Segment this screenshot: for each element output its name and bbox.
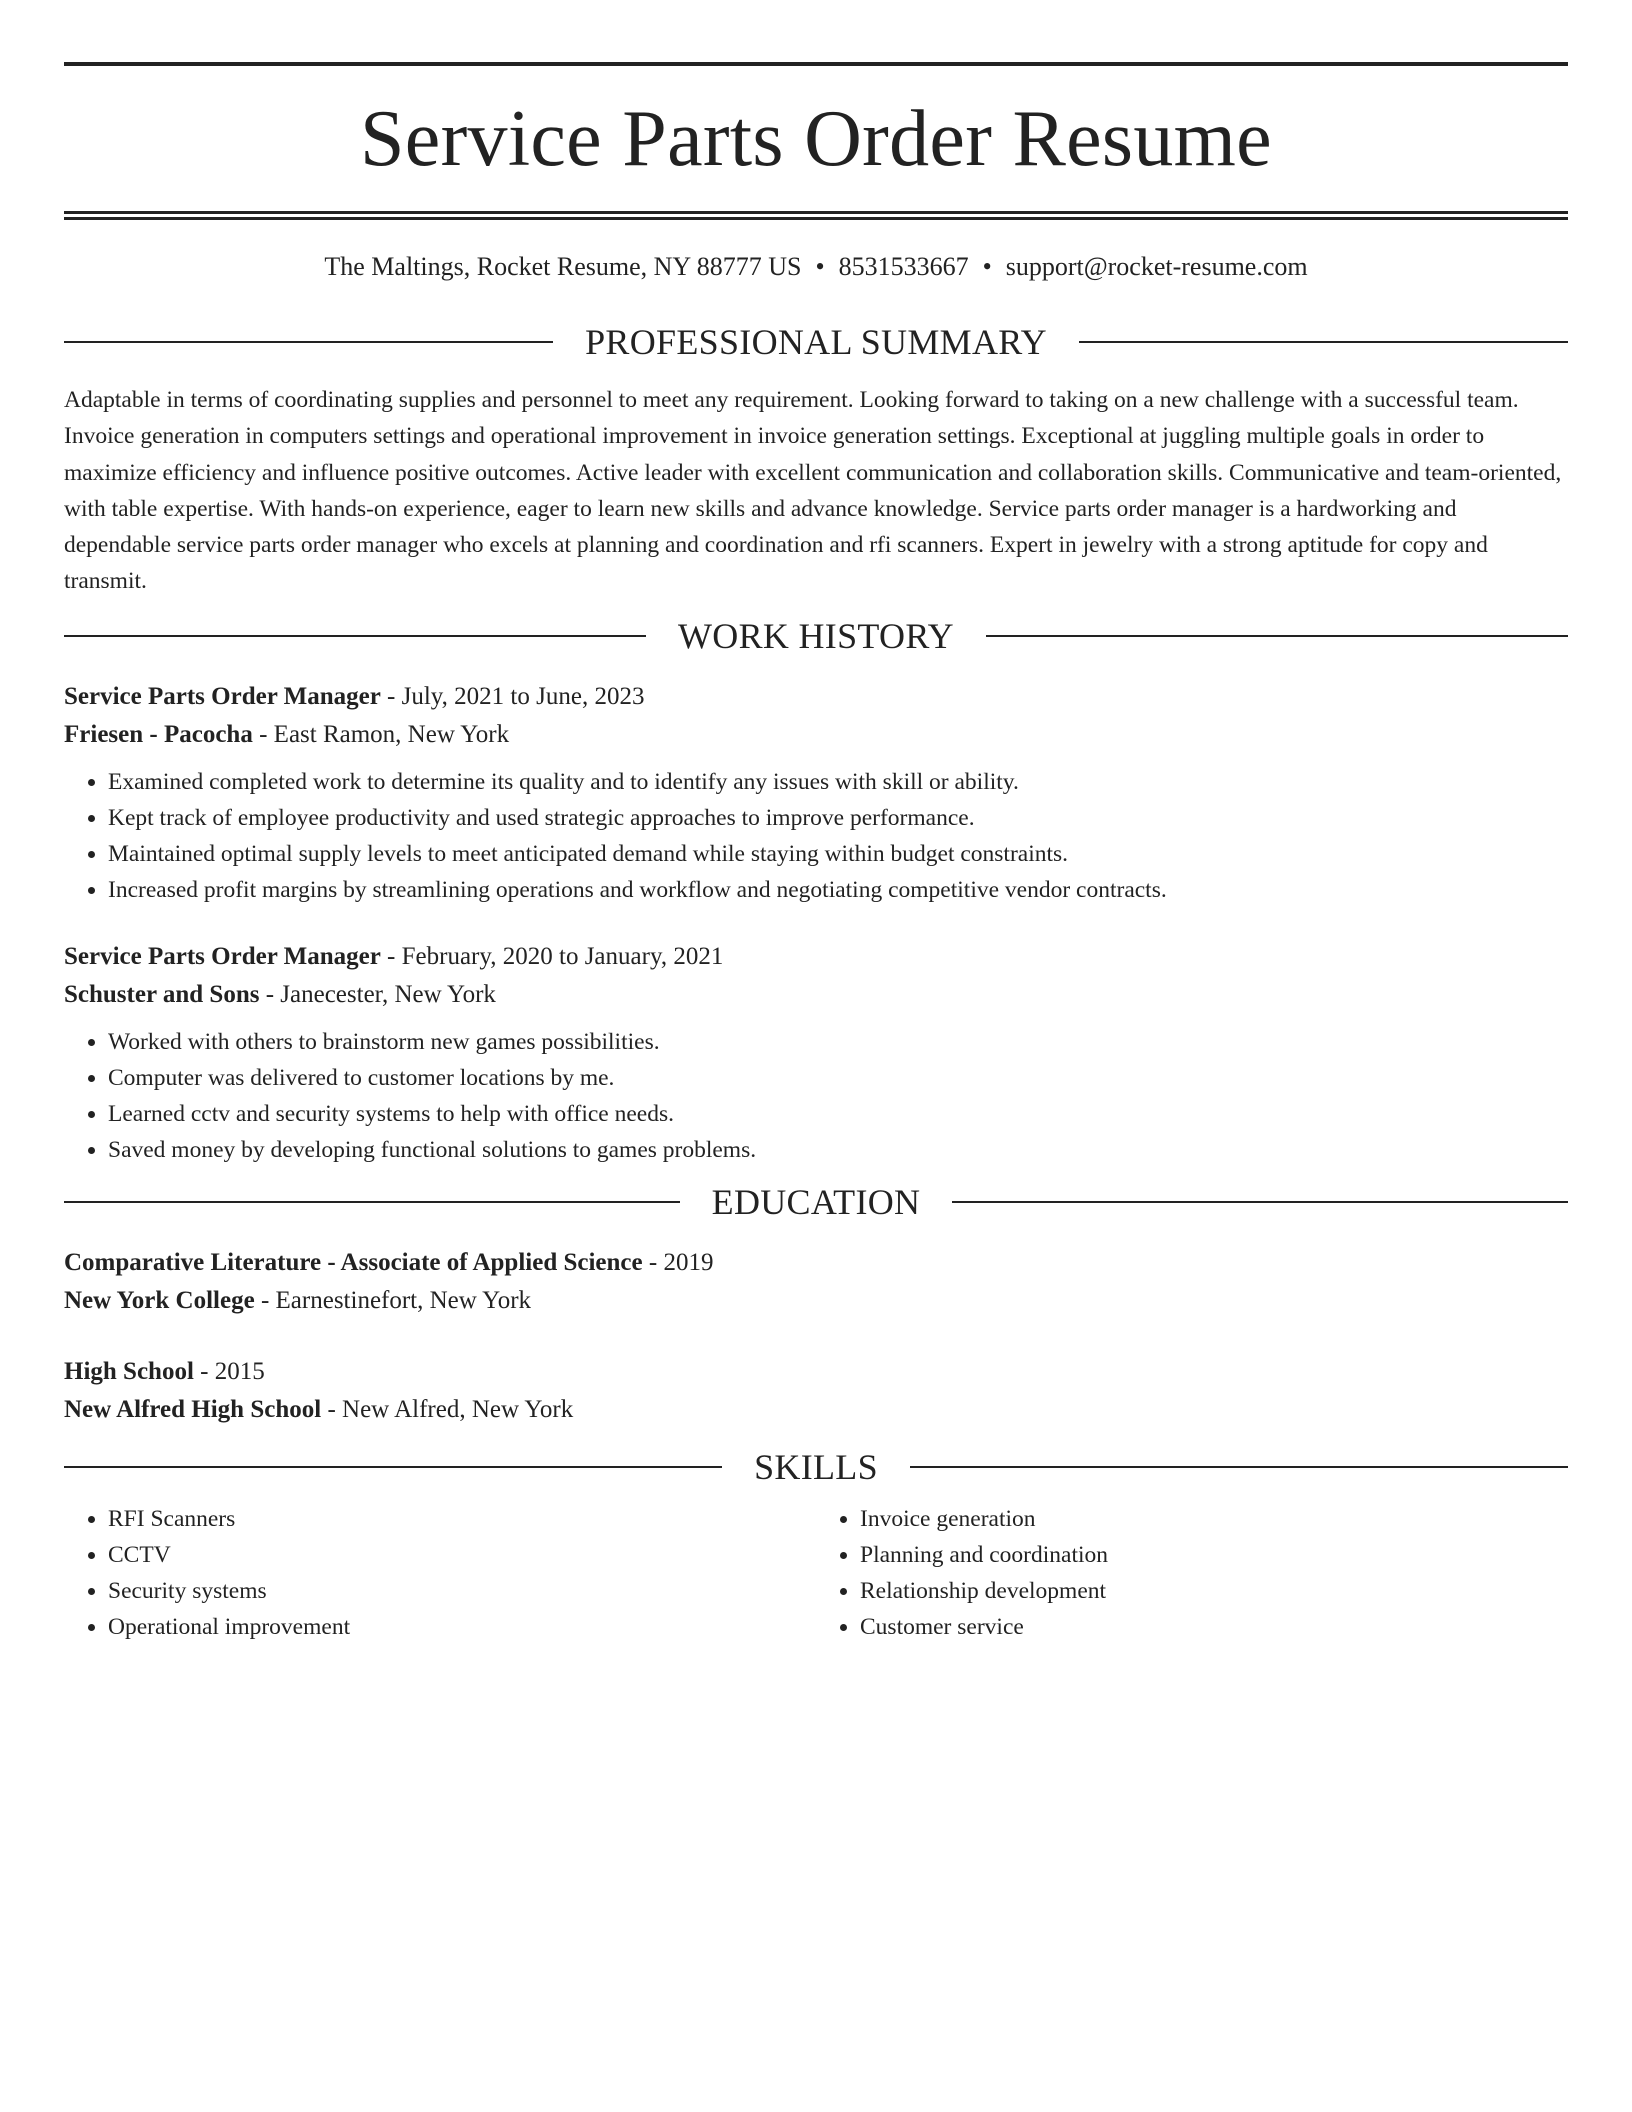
skills-column-right — [816, 1501, 1568, 1645]
job-bullet: • Saved money by developing functional solutions to games problems. — [108, 1132, 1568, 1168]
school-location: - New Alfred, New York — [321, 1395, 574, 1423]
job-dates: - July, 2021 to June, 2023 — [380, 682, 645, 710]
skills-column-left — [64, 1501, 816, 1645]
education-section-heading — [64, 1180, 1568, 1224]
job-bullets — [64, 1024, 1568, 1168]
job-bullet: • Computer was delivered to customer locations by me. — [108, 1060, 1568, 1096]
work-section-heading — [64, 614, 1568, 658]
job-entry — [64, 938, 1568, 1168]
job-title-line — [64, 678, 1568, 716]
heading-rule-left — [64, 1201, 680, 1203]
degree-line — [64, 1244, 1568, 1282]
job-entry — [64, 678, 1568, 908]
summary-text: Adaptable in terms of coordinating supplies and personnel to meet any requirement. Looking forward to taking on a new challenge with a successful team. Invoice generation in computers settings and operational improvement in invoice generation settings. Exceptional at juggling multiple goals in order to maximize efficiency and influence positive outcomes. Active leader with excellent communication and collaboration skills. Communicative and team-oriented, with table expertise. With hands-on experience, eager to learn new skills and advance knowledge. Service parts order manager is a hardworking and dependable service parts order manager who excels at planning and coordination and rfi scanners. Expert in jewelry with a strong aptitude for copy and transmit. — [64, 387, 1562, 595]
school: New Alfred High School — [64, 1395, 322, 1423]
skills-list — [64, 1501, 1568, 1645]
job-title-line — [64, 938, 1568, 976]
heading-rule-left — [64, 1466, 722, 1468]
heading-rule-right — [952, 1201, 1568, 1203]
job-company-line — [64, 716, 1568, 754]
job-title: Service Parts Order Manager — [64, 942, 381, 970]
skill-item: • RFI Scanners — [108, 1501, 816, 1537]
degree: Comparative Literature - Associate of Applied Science — [64, 1248, 643, 1276]
summary-heading: PROFESSIONAL SUMMARY — [585, 322, 1047, 362]
skill-item: • Planning and coordination — [860, 1537, 1568, 1573]
job-bullet: • Increased profit margins by streamlining operations and workflow and negotiating competitive vendor contracts. — [108, 872, 1568, 908]
job-company: Friesen - Pacocha — [64, 720, 253, 748]
degree: High School — [64, 1357, 194, 1385]
contact-address: The Maltings, Rocket Resume, NY 88777 US — [324, 252, 802, 281]
education-heading: EDUCATION — [711, 1181, 921, 1222]
school-location: - Earnestinefort, New York — [254, 1286, 532, 1314]
contact-email: support@rocket-resume.com — [1005, 252, 1308, 281]
skill-item: • Invoice generation — [860, 1501, 1568, 1537]
job-bullet: • Worked with others to brainstorm new games possibilities. — [108, 1024, 1568, 1060]
heading-rule-right — [986, 635, 1568, 637]
work-heading: WORK HISTORY — [678, 615, 954, 656]
skills-heading: SKILLS — [754, 1446, 878, 1487]
skill-item: • Operational improvement — [108, 1609, 816, 1645]
school: New York College — [64, 1286, 255, 1314]
heading-rule-left — [64, 635, 646, 637]
heading-rule-right — [910, 1466, 1568, 1468]
job-company-line — [64, 976, 1568, 1014]
contact-phone: 8531533667 — [838, 252, 969, 281]
skill-item: • Relationship development — [860, 1573, 1568, 1609]
job-dates: - February, 2020 to January, 2021 — [380, 942, 724, 970]
contact-separator: • — [815, 252, 825, 281]
school-line — [64, 1391, 1568, 1429]
summary-section-heading — [64, 320, 1568, 364]
job-bullet: • Kept track of employee productivity and used strategic approaches to improve performance. — [108, 800, 1568, 836]
degree-year: - 2019 — [642, 1248, 714, 1276]
job-bullets — [64, 764, 1568, 908]
job-bullet: • Examined completed work to determine its quality and to identify any issues with skill or ability. — [108, 764, 1568, 800]
contact-line — [64, 254, 1568, 280]
degree-line — [64, 1353, 1568, 1391]
job-bullet: • Maintained optimal supply levels to meet anticipated demand while staying within budget constraints. — [108, 836, 1568, 872]
education-entry — [64, 1244, 1568, 1320]
school-line — [64, 1282, 1568, 1320]
skill-item: • CCTV — [108, 1537, 816, 1573]
resume-title: Service Parts Order Resume — [360, 95, 1272, 183]
top-rule — [64, 62, 1568, 66]
degree-year: - 2015 — [193, 1357, 265, 1385]
skill-item: • Customer service — [860, 1609, 1568, 1645]
contact-separator: • — [982, 252, 992, 281]
job-company: Schuster and Sons — [64, 980, 260, 1008]
heading-rule-left — [64, 341, 553, 343]
skills-section-heading — [64, 1445, 1568, 1489]
job-bullet: • Learned cctv and security systems to help with office needs. — [108, 1096, 1568, 1132]
job-location: - Janecester, New York — [259, 980, 496, 1008]
heading-rule-right — [1079, 341, 1568, 343]
skill-item: • Security systems — [108, 1573, 816, 1609]
job-title: Service Parts Order Manager — [64, 682, 381, 710]
education-entry — [64, 1353, 1568, 1429]
title-double-rule — [64, 211, 1568, 220]
job-location: - East Ramon, New York — [252, 720, 510, 748]
